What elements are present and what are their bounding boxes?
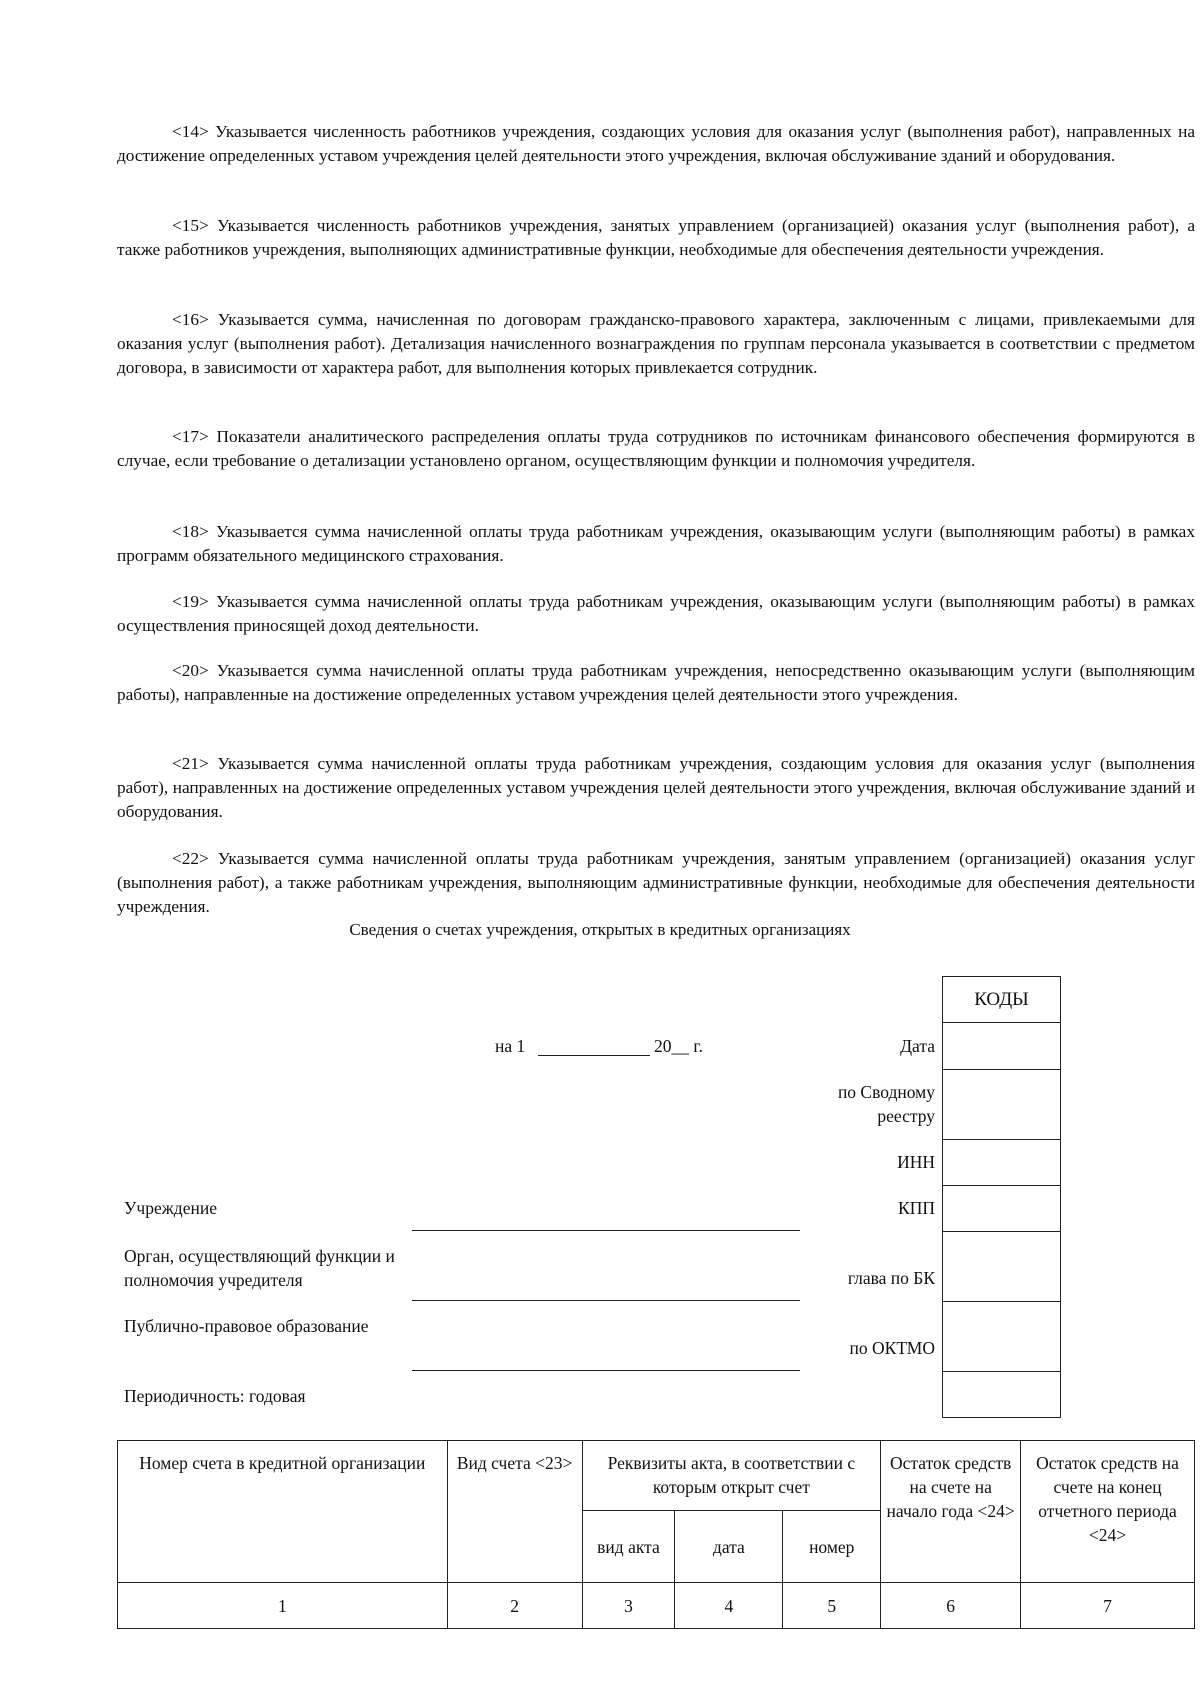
label-public-entity: Публично-правовое образование (124, 1316, 369, 1336)
header-act-type: вид акта (582, 1511, 675, 1583)
institution-input-line[interactable] (412, 1230, 800, 1231)
code-cell-kpp[interactable] (943, 1186, 1060, 1232)
label-registry: по Сводному реестру (837, 1082, 935, 1126)
header-account-number: Номер счета в кредитной организации (118, 1441, 448, 1583)
header-act-date: дата (675, 1511, 783, 1583)
column-number: 4 (675, 1583, 783, 1629)
date-blank-line[interactable] (538, 1055, 650, 1056)
footnote-14: <14> Указывается численность работников учреждения, создающих условия для оказания услуг (выполнения работ), направленных на достижение определенных уставом учреждения целей деятельности этого учреждения, включая обслуживание зданий и оборудования. (117, 122, 1195, 165)
section-title: Сведения о счетах учреждения, открытых в кредитных организациях (349, 920, 851, 939)
accounts-table (117, 1440, 1195, 1629)
label-bk: глава по БК (847, 1268, 935, 1288)
code-cell-bk[interactable] (943, 1232, 1060, 1302)
column-number: 7 (1021, 1583, 1195, 1629)
header-act-number: номер (783, 1511, 881, 1583)
footnote-15: <15> Указывается численность работников учреждения, занятых управлением (организацией) оказания услуг (выполнения работ), а также работников учреждения, выполняющих административные функции, необходимые для обеспечения деятельности учреждения. (117, 216, 1195, 259)
date-prefix: на 1 (495, 1036, 526, 1056)
footnote-17: <17> Показатели аналитического распределения оплаты труда сотрудников по источникам финансового обеспечения формируются в случае, если требование о детализации установлено органом, осуществляющим функции и полномочия учредителя. (117, 427, 1195, 470)
code-cell-date[interactable] (943, 1023, 1060, 1070)
header-balance-start: Остаток средств на счете на начало года <24> (881, 1441, 1021, 1583)
code-cell-registry[interactable] (943, 1070, 1060, 1140)
codes-title: КОДЫ (943, 977, 1060, 1023)
founder-input-line[interactable] (412, 1300, 800, 1301)
label-founder: Орган, осуществляющий функции и полномочия учредителя (124, 1246, 395, 1290)
column-number: 2 (447, 1583, 582, 1629)
label-date: Дата (900, 1036, 935, 1056)
label-oktmo: по ОКТМО (849, 1338, 935, 1358)
label-kpp: КПП (898, 1198, 935, 1218)
footnote-18: <18> Указывается сумма начисленной оплаты труда работникам учреждения, оказывающим услуги (выполняющим работы) в рамках программ обязательного медицинского страхования. (117, 522, 1195, 565)
date-year: 20__ г. (654, 1036, 703, 1056)
column-number: 5 (783, 1583, 881, 1629)
codes-box (942, 976, 1061, 1418)
footnote-22: <22> Указывается сумма начисленной оплаты труда работникам учреждения, занятым управлением (организацией) оказания услуг (выполнения работ), а также работникам учреждения, выполняющим административные функции, необходимые для обеспечения деятельности учреждения. (117, 849, 1195, 916)
footnote-20: <20> Указывается сумма начисленной оплаты труда работникам учреждения, непосредственно оказывающим услуги (выполняющим работы), направленные на достижение определенных уставом учреждения целей деятельности этого учреждения. (117, 661, 1195, 704)
footnote-19: <19> Указывается сумма начисленной оплаты труда работникам учреждения, оказывающим услуги (выполняющим работы) в рамках осуществления приносящей доход деятельности. (117, 592, 1195, 635)
footnote-21: <21> Указывается сумма начисленной оплаты труда работникам учреждения, создающим условия для оказания услуг (выполнения работ), направленных на достижение определенных уставом учреждения целей деятельности этого учреждения, включая обслуживание зданий и оборудования. (117, 754, 1195, 821)
label-inn: ИНН (897, 1152, 935, 1172)
header-account-type: Вид счета <23> (447, 1441, 582, 1583)
footnote-16: <16> Указывается сумма, начисленная по договорам гражданско-правового характера, заключенным с лицами, привлекаемыми для оказания услуг (выполнения работ). Детализация начисленного вознаграждения по группам персонала указывается в соответствии с предметом договора, в зависимости от характера работ, для выполнения которых привлекается сотрудник. (117, 310, 1195, 377)
label-periodicity: Периодичность: годовая (124, 1386, 306, 1406)
header-act-details: Реквизиты акта, в соответствии с которым открыт счет (582, 1441, 881, 1511)
code-cell-oktmo[interactable] (943, 1302, 1060, 1372)
column-number: 6 (881, 1583, 1021, 1629)
column-number: 3 (582, 1583, 675, 1629)
header-balance-end: Остаток средств на счете на конец отчетного периода <24> (1021, 1441, 1195, 1583)
column-number: 1 (118, 1583, 448, 1629)
code-cell-periodicity[interactable] (943, 1372, 1060, 1418)
public-entity-input-line[interactable] (412, 1370, 800, 1371)
label-institution: Учреждение (124, 1198, 217, 1218)
code-cell-inn[interactable] (943, 1140, 1060, 1186)
